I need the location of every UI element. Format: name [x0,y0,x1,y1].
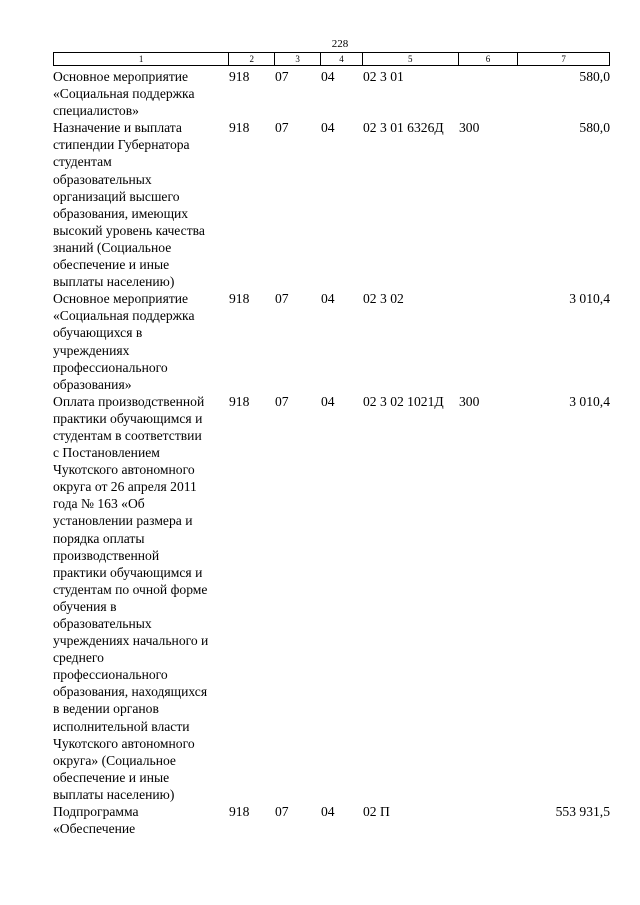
row-name-line: знаний (Социальное [53,239,172,255]
row-section: 07 [275,120,289,136]
row-section: 07 [275,69,289,84]
row-name [53,803,229,837]
row-name-line: «Социальная поддержка [53,86,195,102]
row-name-line: обеспечение и иные [53,769,170,785]
row-expense-type [459,803,519,837]
row-name [53,393,229,803]
row-name-line: образовательных [53,171,152,187]
row-expense-type [459,290,519,393]
table-header-row [53,52,610,66]
column-header-6: 6 [459,53,519,65]
table-row [53,119,610,290]
row-subsection: 04 [321,120,335,136]
column-header-4: 4 [321,53,363,65]
row-name-line: учреждениях [53,342,130,358]
row-name-line: Чукотского автономного [53,462,195,478]
row-target-article: 02 3 02 [363,291,404,307]
row-name-line: практики обучающимся и [53,410,203,426]
row-name-line: образования, имеющих [53,205,189,221]
row-name-line: выплаты населению) [53,786,175,802]
table-row [53,393,610,803]
row-name-line: года № 163 «Об [53,496,145,512]
row-section: 07 [275,393,289,409]
row-admin-code: 918 [229,804,250,820]
row-target-article: 02 3 01 [363,69,404,84]
column-header-1: 1 [54,53,229,65]
row-amount: 580,0 [579,69,610,84]
row-amount: 580,0 [579,120,610,136]
table-row [53,290,610,393]
row-name [53,290,229,393]
row-name-line: учреждениях начального и [53,633,209,649]
row-admin-code: 918 [229,120,250,136]
row-name-line: установлении размера и [53,513,193,529]
row-expense-type [459,68,519,119]
row-name-line: стипендии Губернатора [53,137,190,153]
row-subsection: 04 [321,393,335,409]
row-name-line: специалистов» [53,103,139,119]
row-name-line: исполнительной власти [53,718,190,734]
row-name-line: обучающихся в [53,325,143,341]
row-name-line: высокий уровень качества [53,222,205,238]
row-target-article: 02 3 02 1021Д [363,393,444,409]
row-name-line: с Постановлением [53,445,160,461]
row-name-line: «Обеспечение [53,821,136,837]
row-name-line: образования, находящихся [53,684,208,700]
row-name-line: студентам [53,154,112,170]
table-row [53,68,610,119]
row-admin-code: 918 [229,393,250,409]
row-name-line: профессионального [53,667,168,683]
row-name-line: студентам по очной форме [53,581,208,597]
row-expense-type: 300 [459,393,480,409]
row-name-line: профессионального [53,359,168,375]
budget-table-body [53,68,610,837]
row-name-line: студентам в соответствии [53,427,202,443]
column-header-7: 7 [561,54,566,64]
table-row [53,803,610,837]
row-name-line: образовательных [53,616,152,631]
row-name-line: производственной [53,547,160,563]
row-section: 07 [275,291,289,307]
row-name-line: Основное мероприятие [53,291,189,307]
row-name-line: округа от 26 апреля 2011 [53,479,197,495]
row-name-line: Чукотского автономного [53,735,195,751]
row-name-line: «Социальная поддержка [53,308,195,324]
row-name-line: выплаты населению) [53,274,175,290]
row-expense-type: 300 [459,120,480,136]
row-name-line: округа» (Социальное [53,752,176,768]
row-name-line: обучения в [53,598,117,614]
column-header-5: 5 [363,53,459,65]
row-name-line: порядка оплаты [53,530,145,546]
row-name-line: обеспечение и иные [53,257,170,273]
row-amount: 3 010,4 [569,291,610,307]
column-header-3: 3 [275,53,321,65]
row-name [53,68,229,119]
row-name-line: среднего [53,650,104,666]
row-name-line: организаций высшего [53,188,180,204]
row-name-line: Основное мероприятие [53,69,189,84]
row-name-line: образования» [53,376,132,392]
row-target-article: 02 П [363,804,390,820]
row-admin-code: 918 [229,291,250,307]
page-number: 228 [331,38,349,50]
row-name-line: Назначение и выплата [53,120,182,136]
row-admin-code: 918 [229,69,250,84]
row-subsection: 04 [321,291,335,307]
row-target-article: 02 3 01 6326Д [363,120,444,136]
row-amount: 553 931,5 [555,804,610,820]
row-name-line: в ведении органов [53,701,159,717]
row-name [53,119,229,290]
row-subsection: 04 [321,69,335,84]
row-section: 07 [275,804,289,820]
row-amount: 3 010,4 [569,393,610,409]
row-subsection: 04 [321,804,335,820]
column-header-2: 2 [229,53,275,65]
row-name-line: практики обучающимся и [53,564,203,580]
row-name-line: Подпрограмма [53,804,139,820]
row-name-line: Оплата производственной [53,393,205,409]
